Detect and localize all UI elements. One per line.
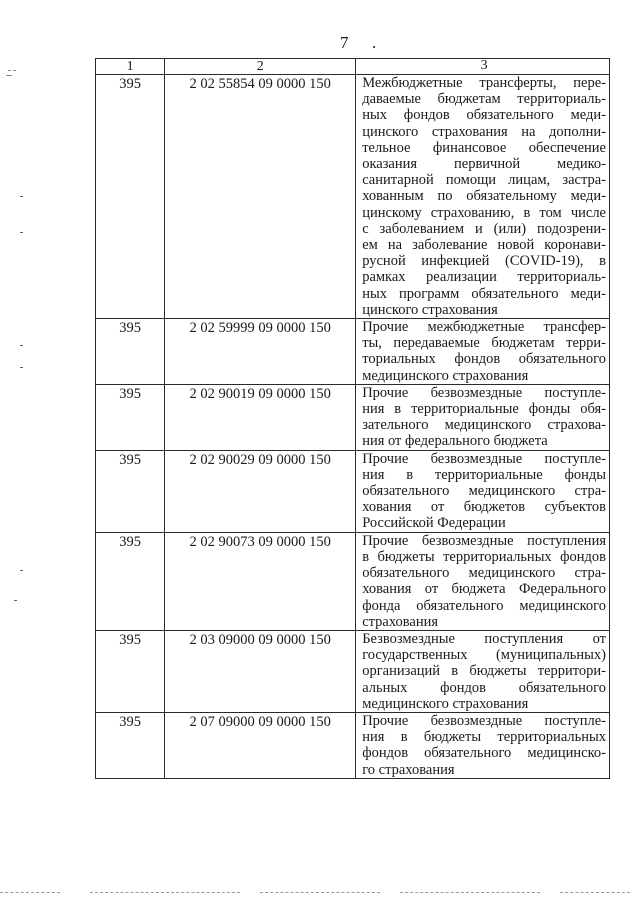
description-cell xyxy=(356,75,610,319)
scan-margin-tick xyxy=(20,367,23,368)
description-line: Российской Федерации xyxy=(362,515,506,532)
table-row xyxy=(96,712,610,778)
page-number: 7 xyxy=(340,33,349,52)
scan-margin-tick xyxy=(20,570,23,571)
table-row xyxy=(96,630,610,712)
description-line: хованным по обязательному меди- xyxy=(362,188,606,205)
scan-margin-tick xyxy=(20,345,23,346)
scan-bottom-mark xyxy=(560,892,630,893)
header-col-2: 2 xyxy=(165,59,356,75)
description-line: даваемые бюджетам территориаль- xyxy=(362,91,606,108)
description-line: государственных (муниципальных) xyxy=(362,647,606,664)
table-row xyxy=(96,319,610,385)
revenue-code-cell: 2 02 90073 09 0000 150 xyxy=(165,532,356,630)
description-line: медицинского страхования xyxy=(362,367,529,384)
description-cell xyxy=(356,319,610,385)
table-header-row xyxy=(96,59,610,75)
table-row xyxy=(96,532,610,630)
description-line: обязательного медицинского стра- xyxy=(362,483,606,500)
description-line: зательного медицинского страхова- xyxy=(362,417,606,434)
description-line: Прочие безвозмездные поступле- xyxy=(362,450,606,467)
table-row xyxy=(96,384,610,450)
page-dot: . xyxy=(372,33,377,52)
description-line: Межбюджетные трансферты, пере- xyxy=(362,75,606,91)
description-line: ния в территориальные фонды обя- xyxy=(362,401,606,418)
description-line: ния в территориальные фонды xyxy=(362,466,606,483)
scan-bottom-mark xyxy=(90,892,240,893)
description-line: обязательного медицинского стра- xyxy=(362,565,606,582)
scan-margin-mark xyxy=(6,75,12,76)
description-line: альных фондов обязательного xyxy=(362,679,606,696)
revenue-code-cell: 2 02 90029 09 0000 150 xyxy=(165,450,356,532)
description-line: ных фондов обязательного меди- xyxy=(362,107,606,124)
revenue-code-cell: 2 02 55854 09 0000 150 xyxy=(165,75,356,319)
revenue-code-cell: 2 07 09000 09 0000 150 xyxy=(165,712,356,778)
description-line: го страхования xyxy=(362,761,455,778)
scan-bottom-mark xyxy=(400,892,540,893)
scan-margin-tick xyxy=(14,600,17,601)
header-col-1: 1 xyxy=(96,59,165,75)
description-cell xyxy=(356,630,610,712)
description-line: фонда обязательного медицинского xyxy=(362,597,606,614)
description-line: оказания первичной медико- xyxy=(362,156,606,173)
scan-margin-tick xyxy=(20,232,23,233)
description-line: ных программ обязательного меди- xyxy=(362,285,606,302)
description-line: хования от бюджетов субъектов xyxy=(362,499,606,516)
description-line: ты, передаваемые бюджетам терри- xyxy=(362,335,606,352)
description-line: страхования xyxy=(362,613,439,630)
description-line: цинского страхования xyxy=(362,301,498,318)
description-line: Прочие безвозмездные поступле- xyxy=(362,712,606,729)
description-line: тельное финансовое обеспечение xyxy=(362,139,606,156)
admin-code-cell: 395 xyxy=(96,630,165,712)
scan-margin-tick xyxy=(20,196,23,197)
description-line: русной инфекцией (COVID-19), в xyxy=(362,253,606,270)
budget-codes-table xyxy=(95,58,610,779)
description-line: санитарной помощи лицам, застра- xyxy=(362,172,606,189)
revenue-code-cell: 2 02 90019 09 0000 150 xyxy=(165,384,356,450)
description-cell xyxy=(356,450,610,532)
description-line: ния от федерального бюджета xyxy=(362,433,548,450)
table-row xyxy=(96,75,610,319)
description-cell xyxy=(356,712,610,778)
description-line: ния в бюджеты территориальных xyxy=(362,729,606,746)
description-line: Безвозмездные поступления от xyxy=(362,630,606,647)
admin-code-cell: 395 xyxy=(96,319,165,385)
description-line: рамках реализации территориаль- xyxy=(362,269,606,286)
admin-code-cell: 395 xyxy=(96,712,165,778)
table-body xyxy=(96,75,610,779)
description-cell xyxy=(356,384,610,450)
description-line: медицинского страхования xyxy=(362,695,529,712)
description-line: с заболеванием и (или) подозрени- xyxy=(362,220,606,237)
admin-code-cell: 395 xyxy=(96,450,165,532)
description-line: ториальных фондов обязательного xyxy=(362,351,606,368)
scan-bottom-mark xyxy=(0,892,60,893)
description-line: ем на заболевание новой коронави- xyxy=(362,237,606,254)
description-line: Прочие безвозмездные поступле- xyxy=(362,384,606,401)
table-row xyxy=(96,450,610,532)
description-line: хования от бюджета Федерального xyxy=(362,581,606,598)
description-line: цинского страхования на дополни- xyxy=(362,123,606,140)
description-cell xyxy=(356,532,610,630)
description-line: Прочие безвозмездные поступления xyxy=(362,532,606,549)
header-col-3: 3 xyxy=(356,59,610,75)
description-line: Прочие межбюджетные трансфер- xyxy=(362,319,606,336)
admin-code-cell: 395 xyxy=(96,384,165,450)
scan-margin-mark xyxy=(8,70,16,71)
description-line: цинскому страхованию, в том числе xyxy=(362,204,606,221)
revenue-code-cell: 2 03 09000 09 0000 150 xyxy=(165,630,356,712)
description-line: в бюджеты территориальных фондов xyxy=(362,548,606,565)
admin-code-cell: 395 xyxy=(96,532,165,630)
scan-bottom-mark xyxy=(260,892,380,893)
description-line: фондов обязательного медицинско- xyxy=(362,745,606,762)
revenue-code-cell: 2 02 59999 09 0000 150 xyxy=(165,319,356,385)
description-line: организаций в бюджеты территори- xyxy=(362,663,606,680)
admin-code-cell: 395 xyxy=(96,75,165,319)
